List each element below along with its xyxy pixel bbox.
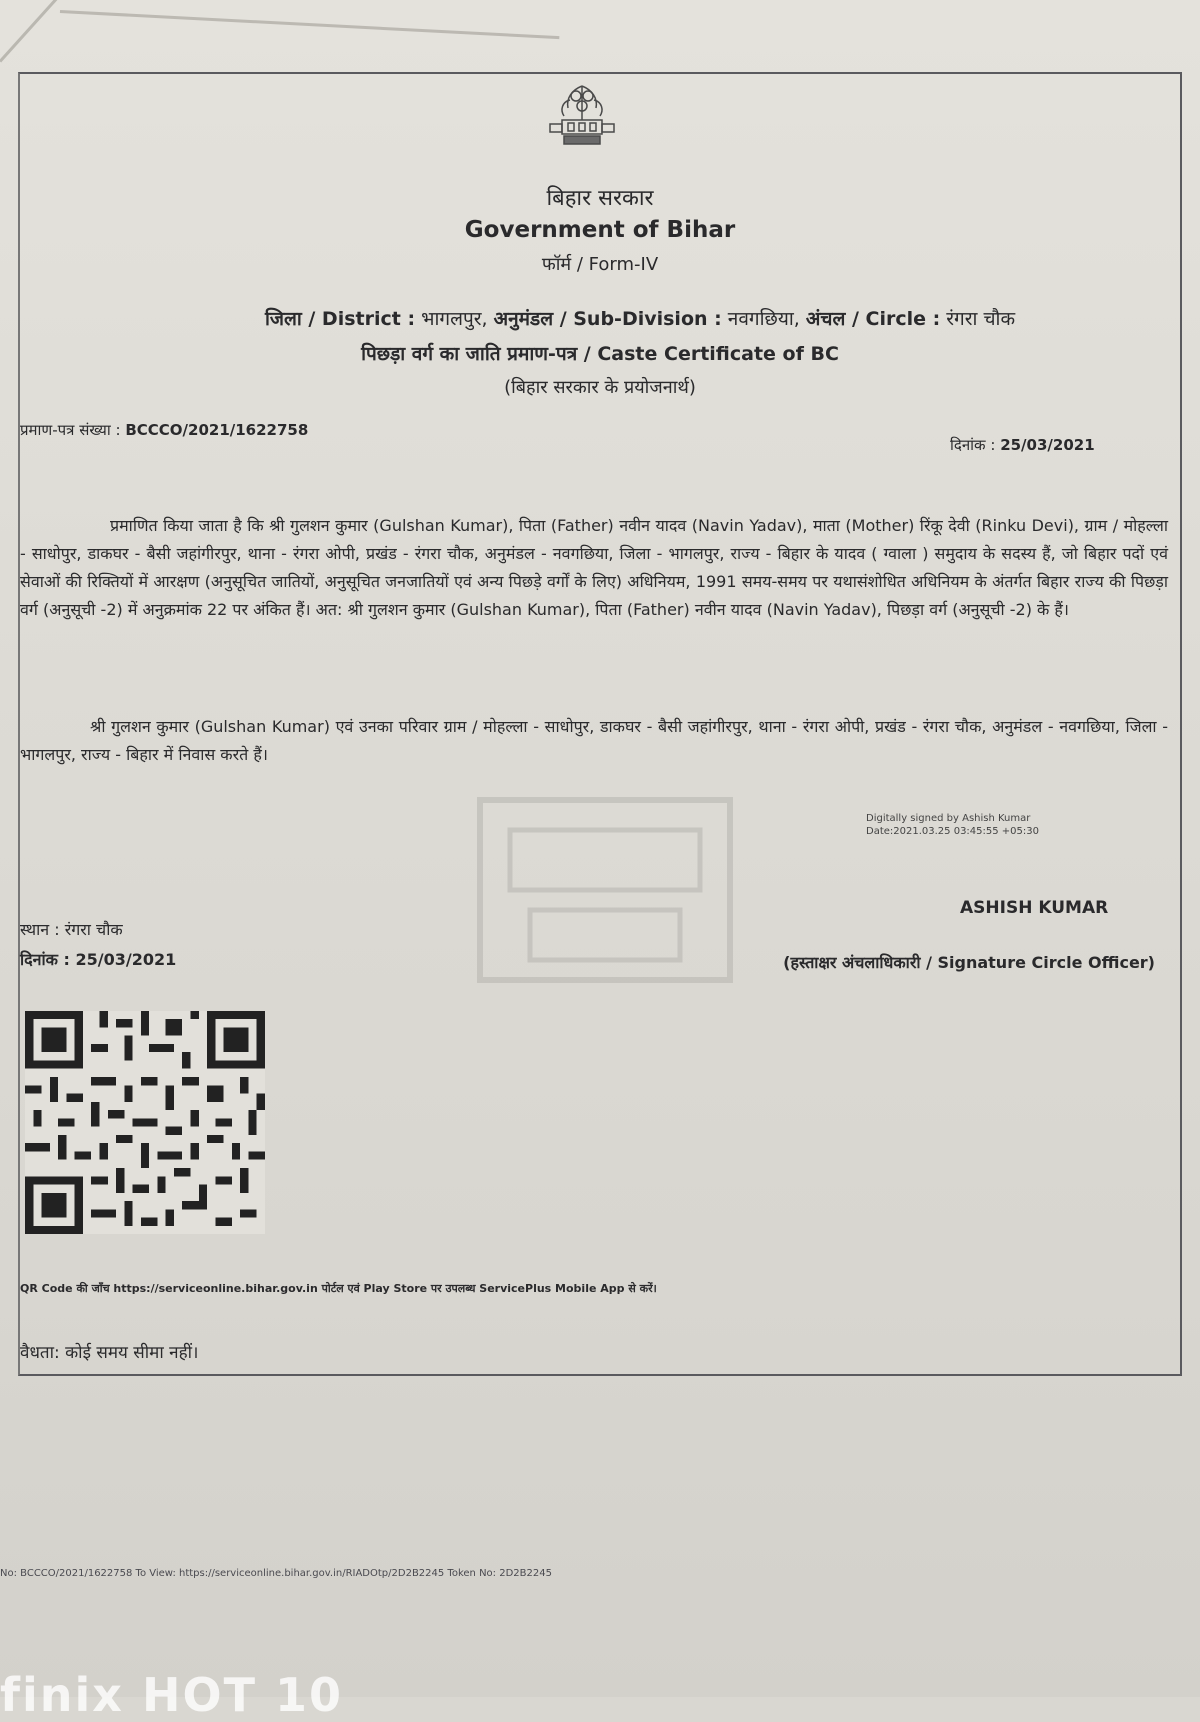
signature-title: (हस्ताक्षर अंचलाधिकारी / Signature Circle Officer) bbox=[783, 953, 1155, 972]
faint-stamp-icon bbox=[470, 790, 740, 990]
circle-value: रंगरा चौक bbox=[946, 308, 1016, 330]
district-label: जिला / District : bbox=[264, 308, 416, 330]
camera-watermark: finix HOT 10 bbox=[0, 1668, 343, 1722]
certificate-number-label: प्रमाण-पत्र संख्या : bbox=[20, 421, 121, 439]
footer-reference-line: No: BCCCO/2021/1622758 To View: https://serviceonline.bihar.gov.in/RIADOtp/2D2B2245 Token No: 2D2B2245 bbox=[0, 1568, 552, 1579]
issue-date bbox=[950, 435, 1095, 455]
digital-signature-line-1: Digitally signed by Ashish Kumar bbox=[866, 813, 1031, 824]
location-line bbox=[90, 305, 1190, 331]
certificate-number-value: BCCCO/2021/1622758 bbox=[125, 421, 309, 439]
validity-text: वैधता: कोई समय सीमा नहीं। bbox=[20, 1343, 199, 1363]
district-value: भागलपुर, bbox=[421, 308, 488, 330]
header-title-hindi: बिहार सरकार bbox=[546, 186, 654, 211]
digital-signature-line-2: Date:2021.03.25 03:45:55 +05:30 bbox=[866, 826, 1039, 837]
qr-code-icon[interactable] bbox=[25, 1010, 265, 1235]
place-date: दिनांक : 25/03/2021 bbox=[20, 950, 177, 969]
place: स्थान : रंगरा चौक bbox=[20, 920, 123, 939]
issue-date-label: दिनांक : bbox=[950, 436, 996, 454]
certificate-number bbox=[20, 420, 308, 440]
qr-verification-note: QR Code की जाँच https://serviceonline.bihar.gov.in पोर्टल एवं Play Store पर उपलब्ध ServicePlus Mobile App से करें। bbox=[20, 1282, 657, 1295]
header-title-english: Government of Bihar bbox=[464, 217, 736, 243]
subdivision-value: नवगछिया, bbox=[727, 308, 800, 330]
subdivision-label: अनुमंडल / Sub-Division : bbox=[493, 308, 722, 330]
certificate-body-paragraph-2: श्री गुलशन कुमार (Gulshan Kumar) एवं उनका परिवार ग्राम / मोहल्ला - साधोपुर, डाकघर - बैसी जहांगीरपुर, थाना - रंगरा ओपी, प्रखंड - रंगरा चौक, अनुमंडल - नवगछिया, जिला - भागलपुर, राज्य - बिहार में निवास करते हैं। bbox=[20, 717, 1168, 764]
certificate-body-paragraph-1: प्रमाणित किया जाता है कि श्री गुलशन कुमार (Gulshan Kumar), पिता (Father) नवीन यादव (Navin Yadav), माता (Mother) रिंकू देवी (Rinku Devi), ग्राम / मोहल्ला - साधोपुर, डाकघर - बैसी जहांगीरपुर, थाना - रंगरा ओपी, प्रखंड - रंगरा चौक, अनुमंडल - नवगछिया, जिला - भागलपुर, राज्य - बिहार के यादव ( ग्वाला ) समुदाय के सदस्य हैं, जो बिहार पदों एवं सेवाओं की रिक्तियों में आरक्षण (अनुसूचित जातियों, अनुसूचित जनजातियों एवं अन्य पिछड़े वर्गों के लिए) अधिनियम, 1991 समय-समय पर यथासंशोधित अधिनियम के अंतर्गत बिहार राज्य की पिछड़ा वर्ग (अनुसूची -2) में अनुक्रमांक 22 पर अंकित हैं। अत: श्री गुलशन कुमार (Gulshan Kumar), पिता (Father) नवीन यादव (Navin Yadav), पिछड़ा वर्ग (अनुसूची -2) के हैं। bbox=[20, 516, 1168, 619]
bihar-emblem-icon bbox=[532, 80, 632, 160]
issue-date-value: 25/03/2021 bbox=[1000, 436, 1095, 454]
circle-label: अंचल / Circle : bbox=[805, 308, 941, 330]
certificate-title: पिछड़ा वर्ग का जाति प्रमाण-पत्र / Caste Certificate of BC bbox=[361, 343, 839, 365]
digital-signature bbox=[866, 812, 1039, 838]
signer-name: ASHISH KUMAR bbox=[960, 898, 1109, 918]
form-number: फॉर्म / Form-IV bbox=[541, 254, 659, 275]
certificate-subtitle: (बिहार सरकार के प्रयोजनार्थ) bbox=[504, 377, 696, 398]
